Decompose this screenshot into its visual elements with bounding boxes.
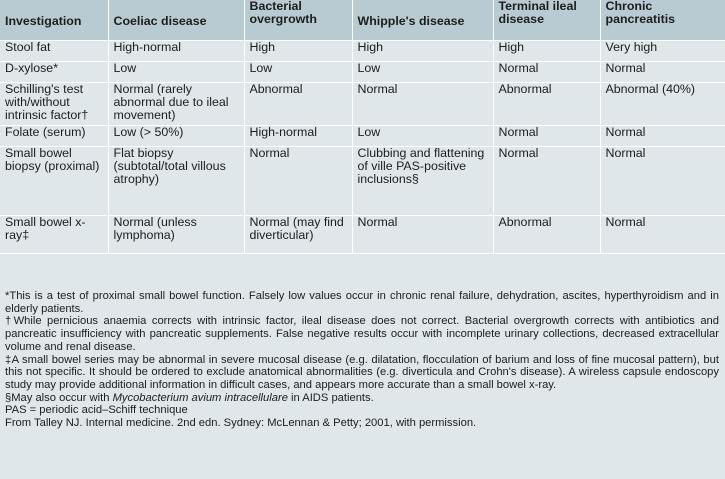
table-cell: Clubbing and flattening of ville PAS-positive inclusions§ [352,147,493,216]
table-cell: Normal (may find diverticular) [244,216,352,254]
column-header: Investigation [0,0,108,41]
footnote-double-dagger: ‡A small bowel series may be abnormal in severe mucosal disease (e.g. dilatation, flocculation of barium and loss of fine mucosal pattern), but this not specific. It should be ordered to exclude anatomical abnormalities (e.g. diverticula and Crohn's disease). A wireless capsule endoscopy study may provide additional information in difficult cases, and appears more accurate than a small bowel x-ray. [5,353,719,391]
column-header: Coeliac disease [108,0,244,41]
table-cell: Normal [600,216,725,254]
table-cell: Low (> 50%) [108,126,244,147]
table-cell: Abnormal (40%) [600,83,725,126]
footnote-section [5,392,719,405]
table-cell: Very high [600,41,725,62]
table-cell: Normal [244,147,352,216]
table-cell: Normal [352,83,493,126]
header-row [0,0,725,41]
footnote-dagger: †While pernicious anaemia corrects with intrinsic factor, ileal disease does not correct. Bacterial overgrowth corrects with antibiotics and pancreatic insufficiency with pancreatic supplements. False negative results occur with incomplete urinary collections, decreased extracellular volume and renal disease. [5,315,719,353]
table-cell: Flat biopsy (subtotal/total villous atrophy) [108,147,244,216]
table-cell: Low [244,62,352,83]
row-label: Small bowel biopsy (proximal) [0,147,108,216]
table-cell: Abnormal [493,83,600,126]
table-cell: Low [352,126,493,147]
table-cell: Normal [493,147,600,216]
table-cell: High-normal [108,41,244,62]
table-cell: Normal [600,147,725,216]
table-cell: Abnormal [244,83,352,126]
footnote-abbreviation: PAS = periodic acid–Schiff technique [5,404,188,417]
row-label: Stool fat [0,41,108,62]
source-citation: From Talley NJ. Internal medicine. 2nd edn. Sydney: McLennan & Petty; 2001, with permission. [5,417,477,430]
table-cell: Normal [493,126,600,147]
table-cell: Normal (rarely abnormal due to ileal movement) [108,83,244,126]
column-header: Bacterial overgrowth [244,0,352,41]
table-row [0,147,725,216]
table-cell: Normal [600,126,725,147]
organism-name: Mycobacterium avium intracellulare [112,391,288,404]
table-row [0,216,725,254]
table-cell: Abnormal [493,216,600,254]
table-cell: Low [352,62,493,83]
row-label: Folate (serum) [0,126,108,147]
table-cell: High [244,41,352,62]
footnote-star: *This is a test of proximal small bowel function. Falsely low values occur in chronic renal failure, dehydration, ascites, hyperthyroidism and in elderly patients. [5,290,719,315]
column-header: Chronic pancreatitis [600,0,725,41]
column-header: Terminal ileal disease [493,0,600,41]
footnote-section-suffix: in AIDS patients. [287,391,374,404]
table-row [0,83,725,126]
table-cell: Normal (unless lymphoma) [108,216,244,254]
table-cell: Normal [352,216,493,254]
table-row [0,126,725,147]
table-cell: High-normal [244,126,352,147]
row-label: Small bowel x-ray‡ [0,216,108,254]
row-label: D-xylose* [0,62,108,83]
table-cell: Normal [493,62,600,83]
footnote-section-prefix: §May also occur with [5,391,113,404]
table-cell: High [352,41,493,62]
table-cell: Low [108,62,244,83]
row-label: Schilling's test with/without intrinsic factor† [0,83,108,126]
table-row [0,41,725,62]
table-cell: Normal [600,62,725,83]
table-footnotes [0,287,725,479]
column-header: Whipple's disease [352,0,493,41]
table-cell: High [493,41,600,62]
table-row [0,62,725,83]
